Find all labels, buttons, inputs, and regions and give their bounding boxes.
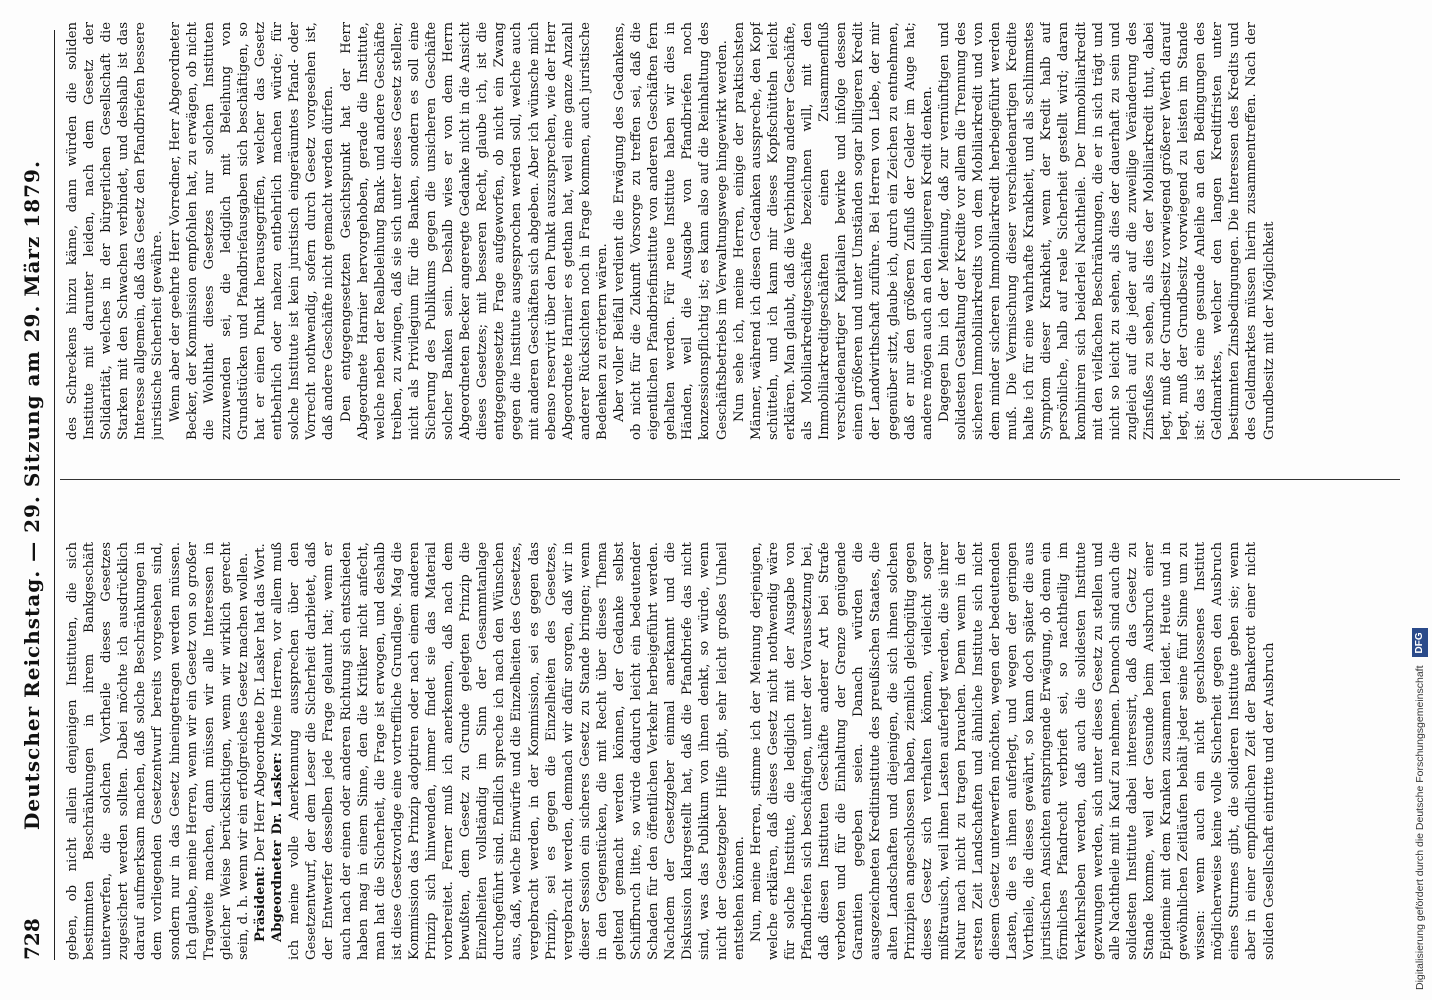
speaker-name: Abgeordneter Dr. Lasker: bbox=[270, 752, 286, 942]
digitization-footer bbox=[1410, 0, 1430, 990]
paragraph-text: Wenn aber der geehrte Herr Vorredner, Herr Abgeordneter Becker, der Kommission empfohlen hat, zu erwägen, ob nicht die Wohlthat dieses Gesetzes nur solchen Instituten zuzuwenden sei, die lediglich mit Beleihung von Grundstücken und Pfandbriefausgaben sich beschäftigen, so hat er einen Punkt herausgegriffen, welcher das Gesetz entbehrlich oder nahezu entbehrlich machen würde; für solche Institute ist kein juristisch eingeräumtes Pfand- oder Vorrecht nothwendig, sofern durch Gesetz vorgesehen ist, daß andere Geschäfte nicht gemacht werden dürfen. bbox=[167, 22, 337, 440]
paragraph bbox=[611, 22, 731, 440]
left-column bbox=[64, 542, 1394, 960]
paragraph bbox=[936, 22, 1278, 440]
page-number: 728 bbox=[20, 918, 44, 960]
running-title: Deutscher Reichstag. — 29. Sitzung am 29. März 1879. bbox=[20, 160, 44, 830]
paragraph bbox=[338, 22, 612, 440]
paragraph bbox=[167, 22, 338, 440]
paragraph-text: Aber voller Beifall verdient die Erwägung des Gedankens, ob nicht für die Zukunft Vorsorge zu treffen sei, daß die eigentlichen Pfandbriefinstitute von anderen Geschäften fern gehalten werden. Für neue Institute haben wir dies in Händen, weil die Ausgabe von Pfandbriefen noch konzessionspflichtig ist; es kann also auf die Reinhaltung des Geschäftsbetriebs im Verwaltungswege hingewirkt werden. bbox=[612, 22, 730, 440]
paragraph-text: Nun sehe ich, meine Herren, einige der praktischsten Männer, während ich diesen Gedanken ausspreche, den Kopf schütteln, und ich kann mir dieses Kopfschütteln leicht erklären. Man glaubt, daß die Verbindung anderer Geschäfte, als Mobiliarkreditgeschäfte bezeichnen will, mit den Immobiliarkreditgeschäften einen Zusammenfluß verschiedenartiger Kapitalien bewirke und infolge dessen einen größeren und unter Umständen sogar billigeren Kredit der Landwirthschaft zuführe. Bei Herren von Liebe, der mir gegenüber sitzt, glaube ich, durch ein Zeichen zu entnehmen, daß er nur den größeren Zufluß der Gelder im Auge hat; andere mögen auch an den billigeren Kredit denken. bbox=[731, 22, 935, 440]
paragraph-text: geben, ob nicht allein denjenigen Instituten, die sich bestimmten Beschränkungen in ihrem Bankgeschäft unterwerfen, die solchen Vortheile dieses Gesetzes zugesichert werden sollten. Dabei möchte ich ausdrücklich darauf aufmerksam machen, daß solche Beschränkungen in dem vorliegenden Gesetzentwurf bereits vorgesehen sind, sondern nur in das Gesetz hineingetragen werden müssen. Ich glaube, meine Herren, wenn wir ein Gesetz von so großer Tragweite machen, dann müssen wir alle Interessen in gleicher Weise berücksichtigen, wenn wir wirklich gerecht sein, d. h. wenn wir ein erfolgreiches Gesetz machen wollen. bbox=[65, 542, 251, 960]
paragraph bbox=[748, 542, 1278, 960]
footer-credit: Digitalisierung gefördert durch die Deutsche Forschungsgemeinschaft bbox=[1414, 665, 1426, 990]
paragraph-text: Der Herr Abgeordnete Dr. Lasker hat das Wort. bbox=[253, 543, 269, 866]
right-column bbox=[64, 22, 1394, 440]
paragraph bbox=[252, 542, 269, 960]
paragraph bbox=[64, 542, 252, 960]
paragraph bbox=[269, 542, 748, 960]
paragraph-text: Meine Herren, vor allem muß ich meine volle Anerkennung aussprechen über den Gesetzentwurf, der dem Leser die Sicherheit darbietet, daß der Entwerfer desselben jede Frage gelaunt hat; wenn er auch nach der einen oder anderen Richtung sich entschieden haben mag in einem Sinne, den die Kritiker nicht anfecht, man hat die Sicherheit, die Frage ist erwogen, und deshalb ist diese Gesetzvorlage eine vortreffliche Grundlage. Mag die Kommission das Prinzip adoptiren oder nach einem anderen Prinzip sich hinwenden, immer findet sie das Material vorbereitet. Ferner muß ich anerkennen, daß nach dem bewußten, dem Gesetz zu Grunde gelegten Prinzip die Einzelheiten vollständig im Sinn der Gesammtanlage durchgeführt sind. Endlich spreche ich nach den Wünschen aus, daß, welche Einwürfe und die Einzelheiten des Gesetzes, vergebracht werden, in der Kommission, sei es gegen das Prinzip, sei es gegen die Einzelheiten des Gesetzes, vergebracht werden, demnach wir dafür sorgen, daß wir in dieser Session ein sicheres Gesetz zu Stande bringen; wenn in den Gegenstücken, die mit Recht über dieses Thema geltend gemacht werden können, der Gedanke selbst Schiffbruch litte, so würde dadurch leicht ein bedeutender Schaden für den öffentlichen Verkehr herbeigeführt werden. Nachdem der Gesetzgeber einmal anerkannt und die Diskussion klargestellt hat, daß die Pfandbriefe das nicht sind, was das Publikum von ihnen denkt, so würde, wenn nicht der Gesetzgeber Hilfe gibt, sehr leicht großes Unheil entstehen können. bbox=[270, 542, 747, 960]
paragraph-text: Dagegen bin ich der Meinung, daß zur vernünftigen und solidesten Gestaltung der Kredite vor allem die Trennung des sicheren Immobiliarkredits von dem Mobiliarkredit und von dem minder sicheren Immobiliarkredit herbeigeführt werden muß. Die Vermischung dieser verschiedenartigen Kredite halte ich für eine wahrhafte Krankheit, und als schlimmstes Symptom dieser Krankheit, wenn der Kredit halb auf persönliche, halb auf reale Sicherheit gestellt wird; daran kombiniren sich beiderlei Nachtheile. Der Immobiliarkredit mit den vielfachen Beschränkungen, die er in sich trägt und nicht so leicht zu sehen, als dies der dauerhaft zu sein und zugleich auf die jeder auf die zuweilige Veränderung des Zinsfußes zu sehen, als dies der Mobiliarkredit thut, dabei legt, muß der Grundbesitz vorwiegend größerer Werth darauf legt, muß der Grundbesitz vorwiegend zu leisten im Stande ist: das ist eine gesunde Anleihe an den Bedingungen des Geldmarktes, welcher den langen Kreditfristen unter bestimmten Zinsbedingungen. Die Interessen des Kredits und des Geldmarktes müssen hierin zusammentreffen. Nach der Grundbesitz mit der Möglichkeit bbox=[936, 22, 1277, 440]
paragraph bbox=[731, 22, 936, 440]
paragraph bbox=[64, 22, 167, 440]
page-header bbox=[14, 30, 55, 960]
speaker-name: Präsident: bbox=[253, 865, 269, 942]
paragraph-text: des Schreckens hinzu käme, dann würden die soliden Institute mit darunter leiden, nach dem Gesetz der Solidarität, welches in der bürgerlichen Gesellschaft die Starken mit den Schwachen verbindet, und deshalb ist das Interesse allgemein, daß das Gesetz den Pfandbriefen bessere juristische Sicherheit gewähre. bbox=[65, 22, 166, 440]
paragraph-text: Den entgegengesetzten Gesichtspunkt hat der Herr Abgeordnete Harnier hervorgehoben, gerade die Institute, welche neben der Realbeleihung Bank- und andere Geschäfte treiben, zu zwingen, daß sie sich unter dieses Gesetz stellen; nicht als Privilegium für die Banken, sondern es soll eine Sicherung des Publikums gegen die unsicheren Geschäfte solcher Banken sein. Deshalb wies er von dem Herrn Abgeordneten Becker angeregte Gedanke nicht in die Ansicht dieses Gesetzes; mit besseren Recht, glaube ich, ist die entgegengesetzte Frage aufgeworfen, ob nicht ein Zwang gegen die Institute ausgesprochen werden soll, welche auch mit anderen Geschäften sich abgeben. Aber ich wünsche mich ebenso reservirt über den Punkt auszusprechen, wie der Herr Abgeordnete Harnier es gethan hat, weil eine ganze Anzahl anderer Rücksichten noch in Frage kommen, auch juristische Bedenken zu erörtern wären. bbox=[338, 22, 610, 440]
column-divider bbox=[60, 479, 1400, 480]
dfg-logo: DFG bbox=[1412, 628, 1428, 657]
paragraph-text: Nun, meine Herren, stimme ich der Meinung derjenigen, welche erklären, daß dieses Gesetz nicht nothwendig wäre für solche Institute, die lediglich mit der Ausgabe von Pfandbriefen sich beschäftigen, unter der Voraussetzung bei, daß diesen Instituten Geschäfte anderer Art bei Strafe verboten und für die Einhaltung der Grenze genügende Garantien gegeben seien. Danach würden die ausgezeichneten Kreditinstitute des preußischen Staates, die alten Landschaften und diejenigen, die sich ihnen solchen Prinzipien angeschlossen haben, ziemlich gleichgültig gegen dieses Gesetz sich verhalten können, vielleicht sogar mißtrauisch, weil ihnen Lasten auferlegt werden, die sie ihrer Natur nach nicht zu tragen brauchen. Denn wenn in der ersten Zeit Landschaften und ähnliche Institute sich nicht diesem Gesetz unterwerfen möchten, wegen der bedeutenden Lasten, die es ihnen auferlegt, und wegen der geringen Vortheile, die dieses gewährt, so kann doch später die aus juristischen Ansichten entspringende Erwägung, ob denn ein förmliches Pfandrecht verbrieft sei, so nachtheilig im Verkehrsleben werden, daß auch die solidesten Institute gezwungen werden, sich unter dieses Gesetz zu stellen und alle Nachtheile mit in Kauf zu nehmen. Dennoch sind auch die solidesten Institute dabei interessirt, daß das Gesetz zu Stande komme, weil der Gesunde beim Ausbruch einer Epidemie mit dem Kranken zusammen leidet. Heute und in gewöhnlichen Zeitläufen behält jeder seine fünf Sinne um zu wissen: wenn auch ein nicht geschlossenes Institut möglicherweise keine volle Sicherheit gegen den Ausbruch eines Sturmes gibt, die solideren Institute geben sie; wenn aber in einer empfindlichen Zeit der Bankerott einer nicht soliden Gesellschaft eintritte und der Ausbruch bbox=[748, 542, 1277, 960]
